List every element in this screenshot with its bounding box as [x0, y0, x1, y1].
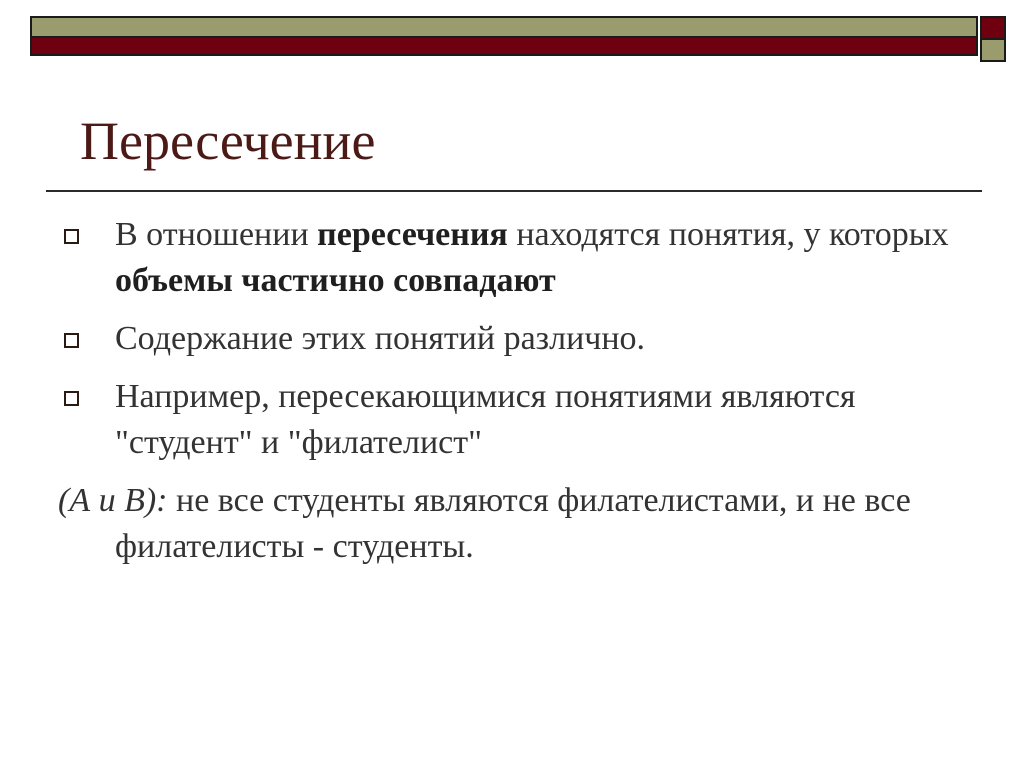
example-note [58, 478, 978, 570]
bullet-text-segment: Например, пересекающимися понятиями являются "студент" и "филателист" [115, 378, 856, 461]
corner-square-olive [980, 40, 1006, 62]
slide-title: Пересечение [80, 111, 376, 171]
bullet-text-segment: В отношении [115, 216, 318, 253]
bullet-text-bold: объемы частично совпадают [115, 262, 556, 299]
bullet-item-2 [58, 316, 978, 362]
example-note-text: не все студенты являются филателистами, и не все филателисты - студенты. [115, 482, 911, 565]
title-divider [46, 190, 982, 192]
square-bullet-icon [64, 229, 79, 244]
square-bullet-icon [64, 391, 79, 406]
bullet-item-3 [58, 374, 978, 466]
bullet-text-bold: пересечения [317, 216, 508, 253]
bullet-text-segment: Содержание этих понятий различно. [115, 320, 646, 357]
header-bar-olive [30, 16, 978, 38]
example-note-label: (А и В): [58, 482, 168, 519]
slide-body [58, 212, 978, 570]
header-bar-red [30, 38, 978, 56]
bullet-item-1 [58, 212, 978, 304]
corner-square-red [980, 16, 1006, 40]
square-bullet-icon [64, 333, 79, 348]
bullet-text-segment: находятся понятия, у которых [507, 216, 949, 253]
